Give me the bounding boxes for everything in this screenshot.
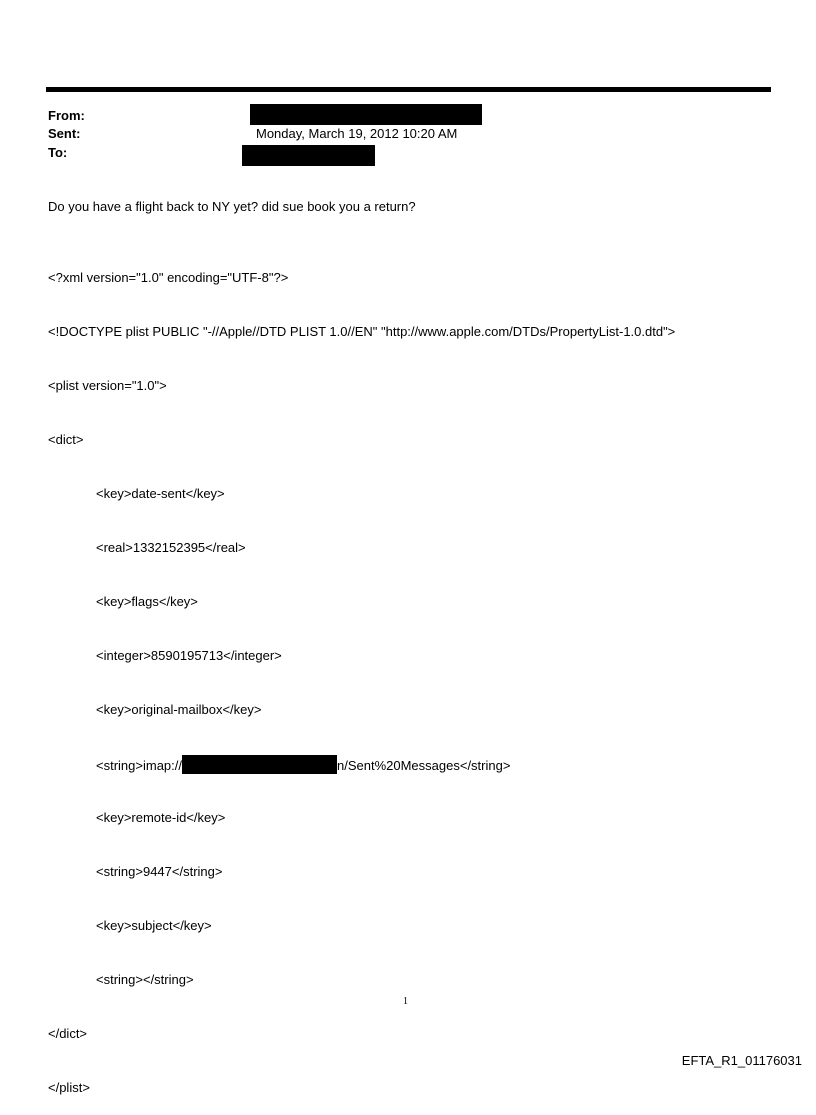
plist-line: <key>subject</key>: [96, 918, 212, 933]
plist-line: </plist>: [48, 1080, 90, 1095]
from-redaction: [250, 104, 482, 125]
to-label: To:: [48, 145, 68, 160]
plist-block: [48, 233, 675, 1115]
page-number: 1: [403, 996, 408, 1007]
plist-line: <string>9447</string>: [96, 864, 223, 879]
sent-value: Monday, March 19, 2012 10:20 AM: [256, 126, 458, 141]
plist-line: <key>date-sent</key>: [96, 486, 225, 501]
from-label: From:: [48, 108, 85, 123]
plist-line: </dict>: [48, 1026, 88, 1041]
plist-line: <real>1332152395</real>: [96, 540, 246, 555]
plist-line: <key>flags</key>: [96, 594, 198, 609]
plist-line: <integer>8590195713</integer>: [96, 648, 282, 663]
plist-line-end: n/Sent%20Messages</string>: [337, 758, 511, 773]
plist-line-start: <string>imap://: [96, 758, 182, 773]
to-redaction: [242, 145, 375, 166]
bates-number: EFTA_R1_01176031: [681, 1053, 802, 1068]
plist-line: <key>original-mailbox</key>: [96, 702, 262, 717]
message-text: Do you have a flight back to NY yet? did sue book you a return?: [48, 199, 416, 214]
plist-string-line: [48, 755, 675, 773]
plist-line: <plist version="1.0">: [48, 378, 167, 393]
plist-line: <key>remote-id</key>: [96, 810, 226, 825]
plist-line: <!DOCTYPE plist PUBLIC "-//Apple//DTD PLIST 1.0//EN" "http://www.apple.com/DTDs/PropertyList-1.0.dtd">: [48, 324, 676, 339]
header-rule: [46, 87, 771, 92]
plist-line: <string></string>: [96, 972, 194, 987]
mailbox-redaction: [182, 755, 337, 774]
plist-line: <dict>: [48, 432, 84, 447]
sent-label: Sent:: [48, 126, 81, 141]
plist-line: <?xml version="1.0" encoding="UTF-8"?>: [48, 270, 289, 285]
